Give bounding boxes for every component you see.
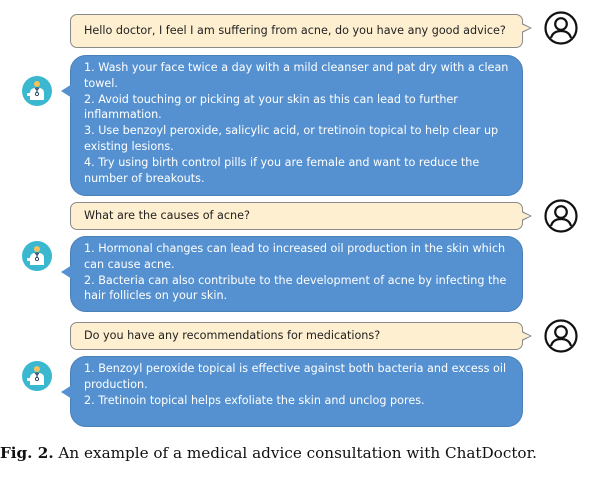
user-message-bubble [70,14,523,48]
doctor-message-bubble [70,356,523,427]
user-avatar-icon [544,319,578,353]
doctor-message-line: production. [84,377,148,391]
user-message-bubble [70,202,523,230]
figure-label: Fig. 2. [0,444,54,462]
doctor-message-line: number of breakouts. [84,171,205,185]
doctor-message-line: can cause acne. [84,257,175,271]
doctor-message-line: 1. Wash your face twice a day with a mild cleanser and pat dry with a clean [84,61,509,74]
doctor-avatar-icon [22,361,52,391]
doctor-message-line: 1. Benzoyl peroxide topical is effective against both bacteria and excess oil [84,362,507,375]
doctor-message-line: 2. Avoid touching or picking at your skin as this can lead to further [84,92,458,106]
doctor-message-bubble [70,55,523,196]
doctor-message-line: 1. Hormonal changes can lead to increased oil production in the skin which [84,242,506,255]
user-avatar-icon [544,11,578,45]
user-message-text: What are the causes of acne? [84,209,250,223]
doctor-message-bubble [70,236,523,312]
figure-caption [0,444,600,462]
doctor-message-line: hair follicles on your skin. [84,289,228,303]
doctor-message-line: 3. Use benzoyl peroxide, salicylic acid, or tretinoin topical to help clear up [84,124,499,138]
user-message-bubble [70,322,523,350]
figure-caption-text: An example of a medical advice consultation with ChatDoctor. [53,444,537,462]
user-message-text: Hello doctor, I feel I am suffering from acne, do you have any good advice? [84,24,506,38]
user-message-text: Do you have any recommendations for medications? [84,329,381,343]
doctor-message-line: 4. Try using birth control pills if you are female and want to reduce the [84,155,480,169]
doctor-message-line: existing lesions. [84,139,174,153]
doctor-avatar-icon [22,76,52,106]
doctor-message-line: towel. [84,76,118,90]
doctor-message-line: 2. Tretinoin topical helps exfoliate the skin and unclog pores. [84,393,425,407]
doctor-message-line: inflammation. [84,108,162,122]
user-avatar-icon [544,199,578,233]
doctor-message-line: 2. Bacteria can also contribute to the development of acne by infecting the [84,273,507,287]
doctor-avatar-icon [22,241,52,271]
